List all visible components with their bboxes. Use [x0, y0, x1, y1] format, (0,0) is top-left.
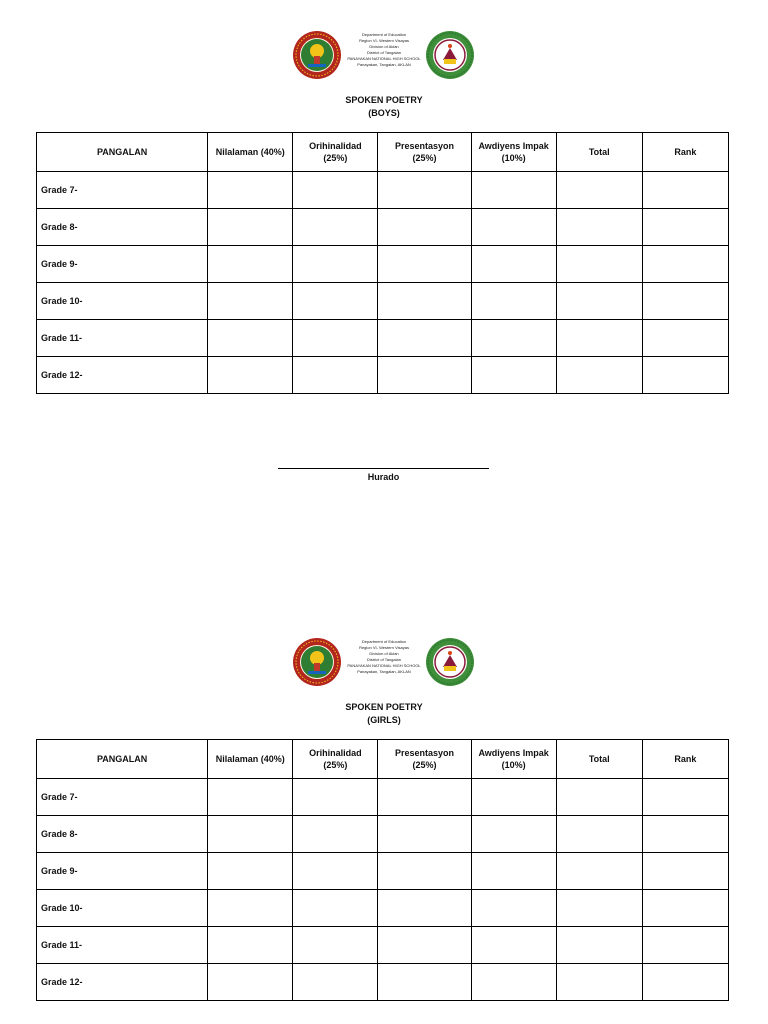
score-cell — [208, 209, 293, 246]
column-header-line: Presentasyon — [395, 141, 455, 151]
rank-cell — [642, 890, 728, 927]
header-line: PANAYAKAN NATIONAL HIGH SCHOOL — [347, 663, 421, 668]
column-header-line: Awdiyens Impak — [478, 748, 549, 758]
total-cell — [556, 816, 642, 853]
grade-label: Grade 8- — [37, 816, 208, 853]
score-cell — [293, 357, 378, 394]
table-row — [37, 890, 729, 927]
grade-label: Grade 7- — [37, 779, 208, 816]
table-row — [37, 779, 729, 816]
header-line: Panayakan, Tangalan, AKLAN — [357, 62, 411, 67]
total-cell — [556, 283, 642, 320]
grade-label: Grade 10- — [37, 890, 208, 927]
total-cell — [556, 320, 642, 357]
score-cell — [293, 964, 378, 1001]
rank-cell — [642, 320, 728, 357]
header-line: Panayakan, Tangalan, AKLAN — [357, 669, 411, 674]
column-header — [293, 740, 378, 779]
total-cell — [556, 779, 642, 816]
score-cell — [378, 853, 471, 890]
total-cell — [556, 209, 642, 246]
table-row — [37, 172, 729, 209]
score-cell — [208, 320, 293, 357]
column-header — [471, 133, 556, 172]
grade-label: Grade 11- — [37, 927, 208, 964]
score-cell — [378, 890, 471, 927]
total-cell — [556, 927, 642, 964]
school-seal-icon — [425, 30, 475, 80]
rank-cell — [642, 283, 728, 320]
score-cell — [208, 816, 293, 853]
table-row — [37, 246, 729, 283]
score-cell — [378, 964, 471, 1001]
total-cell — [556, 246, 642, 283]
column-header: Nilalaman (40%) — [208, 740, 293, 779]
table-row — [37, 357, 729, 394]
score-cell — [293, 816, 378, 853]
column-header: Rank — [642, 133, 728, 172]
score-cell — [378, 283, 471, 320]
header-line: Division of Aklan — [369, 44, 399, 49]
rank-cell — [642, 816, 728, 853]
score-cell — [471, 779, 556, 816]
letterhead — [0, 637, 768, 687]
column-header-line: (10%) — [501, 760, 526, 770]
event-title-text: SPOKEN POETRY — [345, 702, 423, 712]
table-header-row — [37, 740, 729, 779]
score-cell — [293, 246, 378, 283]
score-cell — [378, 357, 471, 394]
score-cell — [378, 209, 471, 246]
table-row — [37, 320, 729, 357]
score-table — [36, 132, 729, 394]
score-cell — [471, 283, 556, 320]
total-cell — [556, 172, 642, 209]
column-header: Nilalaman (40%) — [208, 133, 293, 172]
table-row — [37, 816, 729, 853]
letterhead — [0, 30, 768, 80]
column-header: PANGALAN — [37, 133, 208, 172]
score-cell — [293, 927, 378, 964]
score-cell — [208, 779, 293, 816]
score-table — [36, 739, 729, 1001]
score-cell — [471, 964, 556, 1001]
column-header-line: Presentasyon — [395, 748, 455, 758]
score-cell — [471, 853, 556, 890]
rank-cell — [642, 357, 728, 394]
column-header: PANGALAN — [37, 740, 208, 779]
score-cell — [471, 209, 556, 246]
table-row — [37, 853, 729, 890]
grade-label: Grade 9- — [37, 246, 208, 283]
column-header — [471, 740, 556, 779]
score-cell — [293, 172, 378, 209]
score-cell — [208, 853, 293, 890]
score-cell — [471, 172, 556, 209]
rank-cell — [642, 927, 728, 964]
rank-cell — [642, 964, 728, 1001]
rank-cell — [642, 246, 728, 283]
header-line: Department of Education — [361, 639, 407, 644]
score-cell — [471, 320, 556, 357]
grade-label: Grade 12- — [37, 357, 208, 394]
grade-label: Grade 8- — [37, 209, 208, 246]
score-cell — [293, 209, 378, 246]
score-cell — [208, 927, 293, 964]
column-header — [378, 740, 471, 779]
table-row — [37, 964, 729, 1001]
score-cell — [208, 357, 293, 394]
score-cell — [471, 246, 556, 283]
column-header-line: (25%) — [412, 153, 437, 163]
score-cell — [471, 927, 556, 964]
deped-division-seal-icon — [292, 30, 342, 80]
header-line: Division of Aklan — [369, 651, 399, 656]
grade-label: Grade 10- — [37, 283, 208, 320]
score-cell — [378, 779, 471, 816]
grade-label: Grade 11- — [37, 320, 208, 357]
letterhead-text — [343, 639, 425, 675]
score-cell — [471, 816, 556, 853]
event-title — [0, 94, 768, 120]
event-category: (BOYS) — [368, 108, 400, 118]
column-header-line: (25%) — [323, 760, 348, 770]
score-cell — [208, 172, 293, 209]
event-title — [0, 701, 768, 727]
grade-label: Grade 12- — [37, 964, 208, 1001]
header-line: District of Tangalan — [367, 657, 401, 662]
letterhead-text — [343, 32, 425, 68]
column-header-line: Orihinalidad — [309, 748, 362, 758]
score-cell — [208, 964, 293, 1001]
rank-cell — [642, 853, 728, 890]
score-cell — [293, 779, 378, 816]
column-header: Total — [556, 740, 642, 779]
column-header-line: Awdiyens Impak — [478, 141, 549, 151]
deped-division-seal-icon — [292, 637, 342, 687]
header-line: PANAYAKAN NATIONAL HIGH SCHOOL — [347, 56, 421, 61]
column-header-line: (10%) — [501, 153, 526, 163]
score-cell — [208, 890, 293, 927]
score-cell — [378, 816, 471, 853]
rank-cell — [642, 209, 728, 246]
column-header — [293, 133, 378, 172]
table-row — [37, 209, 729, 246]
score-cell — [293, 283, 378, 320]
column-header: Total — [556, 133, 642, 172]
column-header: Rank — [642, 740, 728, 779]
score-cell — [293, 890, 378, 927]
grade-label: Grade 7- — [37, 172, 208, 209]
header-line: Region VI- Western Visayas — [359, 645, 409, 650]
column-header-line: (25%) — [412, 760, 437, 770]
score-cell — [471, 890, 556, 927]
score-cell — [378, 927, 471, 964]
score-cell — [208, 246, 293, 283]
score-cell — [378, 246, 471, 283]
column-header-line: Orihinalidad — [309, 141, 362, 151]
judge-signature — [278, 468, 489, 482]
grade-label: Grade 9- — [37, 853, 208, 890]
event-title-text: SPOKEN POETRY — [345, 95, 423, 105]
score-cell — [378, 172, 471, 209]
score-cell — [293, 853, 378, 890]
rank-cell — [642, 779, 728, 816]
school-seal-icon — [425, 637, 475, 687]
total-cell — [556, 357, 642, 394]
table-row — [37, 927, 729, 964]
score-cell — [378, 320, 471, 357]
total-cell — [556, 853, 642, 890]
column-header-line: (25%) — [323, 153, 348, 163]
signature-label: Hurado — [367, 472, 400, 482]
score-cell — [471, 357, 556, 394]
event-category: (GIRLS) — [367, 715, 401, 725]
score-cell — [208, 283, 293, 320]
rank-cell — [642, 172, 728, 209]
table-row — [37, 283, 729, 320]
table-header-row — [37, 133, 729, 172]
column-header — [378, 133, 471, 172]
total-cell — [556, 964, 642, 1001]
score-cell — [293, 320, 378, 357]
signature-line — [278, 468, 489, 469]
header-line: Region VI- Western Visayas — [359, 38, 409, 43]
header-line: Department of Education — [361, 32, 407, 37]
total-cell — [556, 890, 642, 927]
header-line: District of Tangalan — [367, 50, 401, 55]
